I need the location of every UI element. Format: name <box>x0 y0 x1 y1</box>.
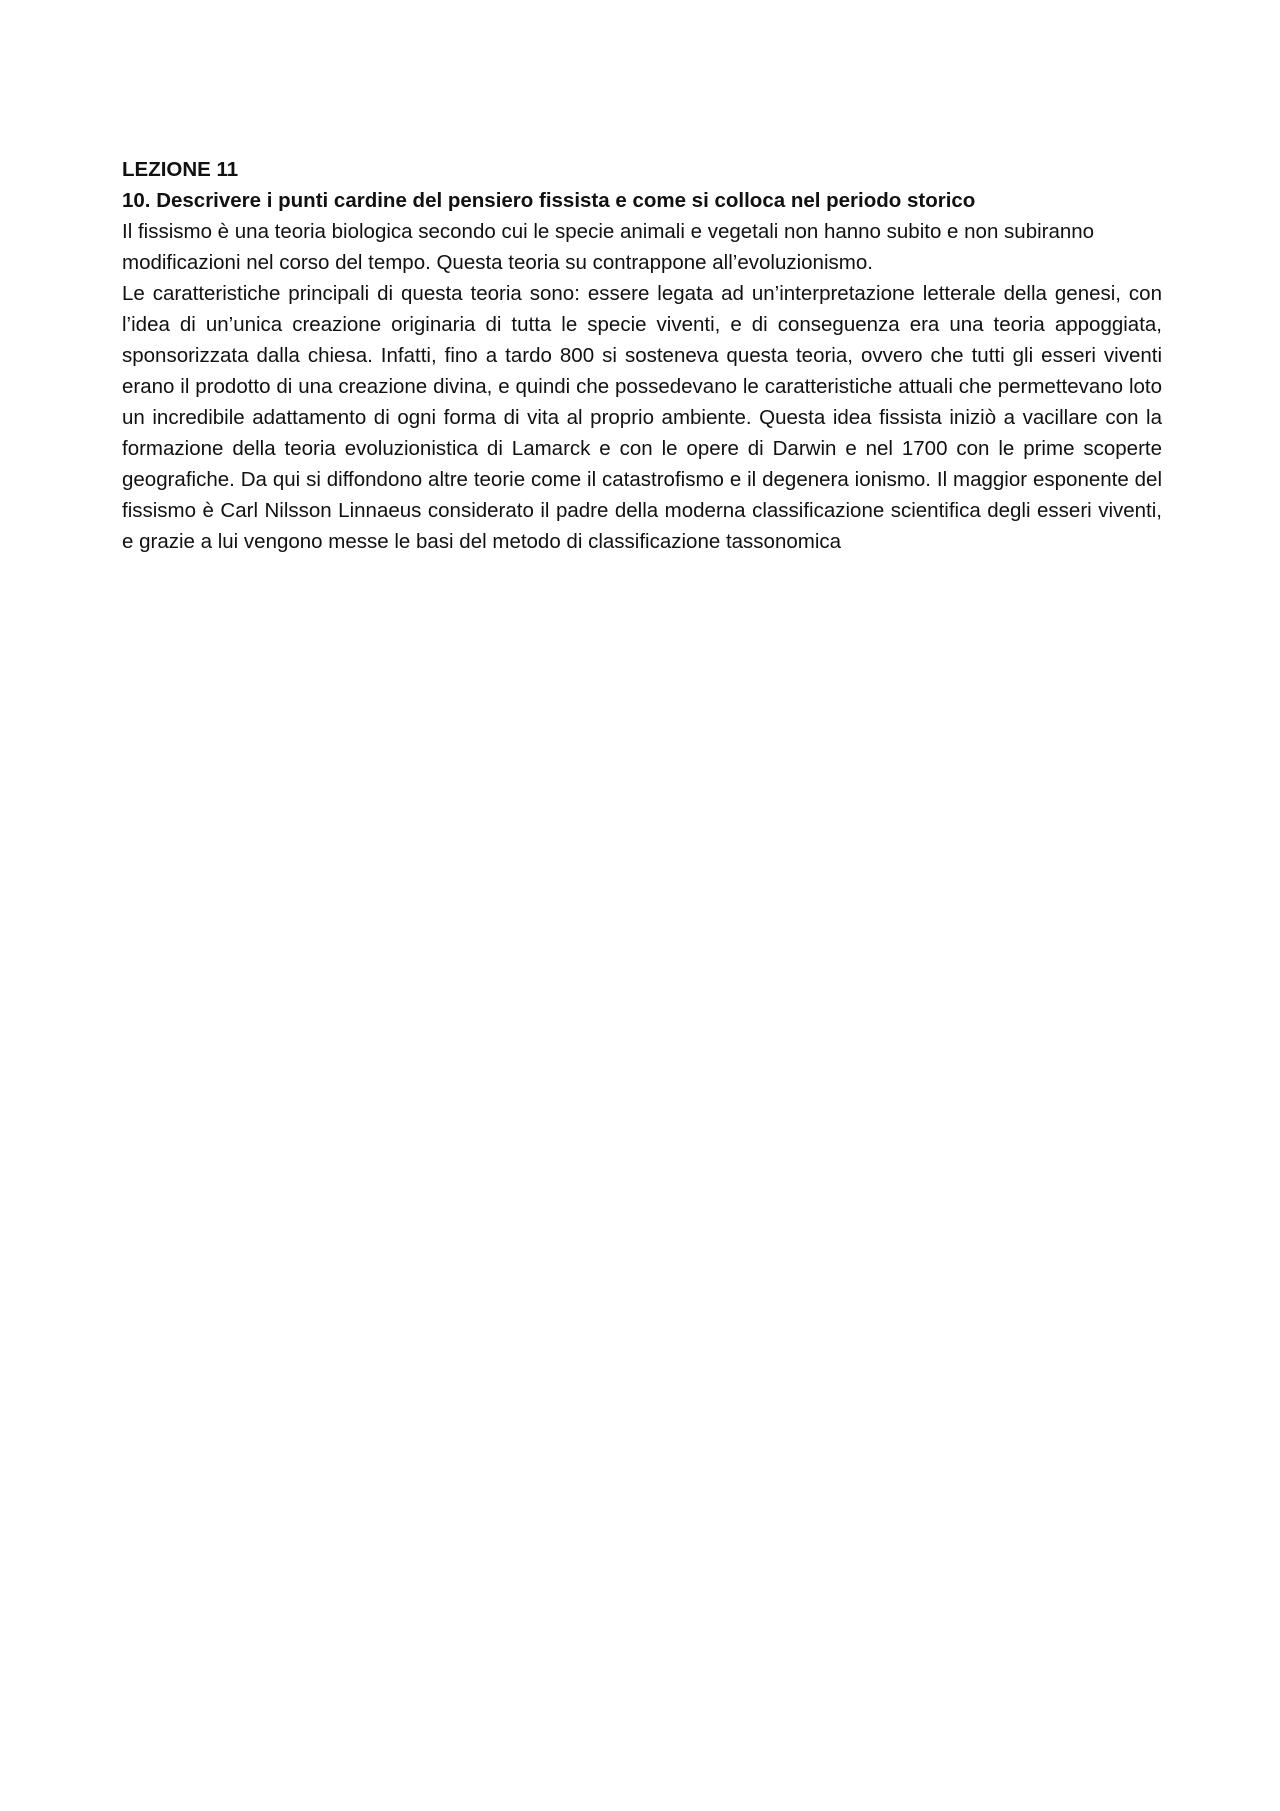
paragraph-definition: Il fissismo è una teoria biologica secondo cui le specie animali e vegetali non hanno subito e non subiranno modificazioni nel corso del tempo. Questa teoria su contrappone all’evoluzionismo. <box>122 220 1095 274</box>
question-heading: 10. Descrivere i punti cardine del pensiero fissista e come si colloca nel periodo storico <box>122 189 976 212</box>
document-body <box>122 154 1162 557</box>
paragraph-characteristics: Le caratteristiche principali di questa teoria sono: essere legata ad un’interpretazione letterale della genesi, con l’idea di un’unica creazione originaria di tutta le specie viventi, e di conseguenza era una teoria appoggiata, sponsorizzata dalla chiesa. Infatti, fino a tardo 800 si sosteneva questa teoria, ovvero che tutti gli esseri viventi erano il prodotto di una creazione divina, e quindi che possedevano le caratteristiche attuali che permettevano loto un incredibile adattamento di ogni forma di vita al proprio ambiente. Questa idea fissista iniziò a vacillare con la formazione della teoria evoluzionistica di Lamarck e con le opere di Darwin e nel 1700 con le prime scoperte geografiche. Da qui si diffondono altre teorie come il catastrofismo e il degenera ionismo. Il maggior esponente del fissismo è Carl Nilsson Linnaeus considerato il padre della moderna classificazione scientifica degli esseri viventi, e grazie a lui vengono messe le basi del metodo di classificazione tassonomica <box>122 282 1162 553</box>
lesson-title: LEZIONE 11 <box>122 158 239 181</box>
